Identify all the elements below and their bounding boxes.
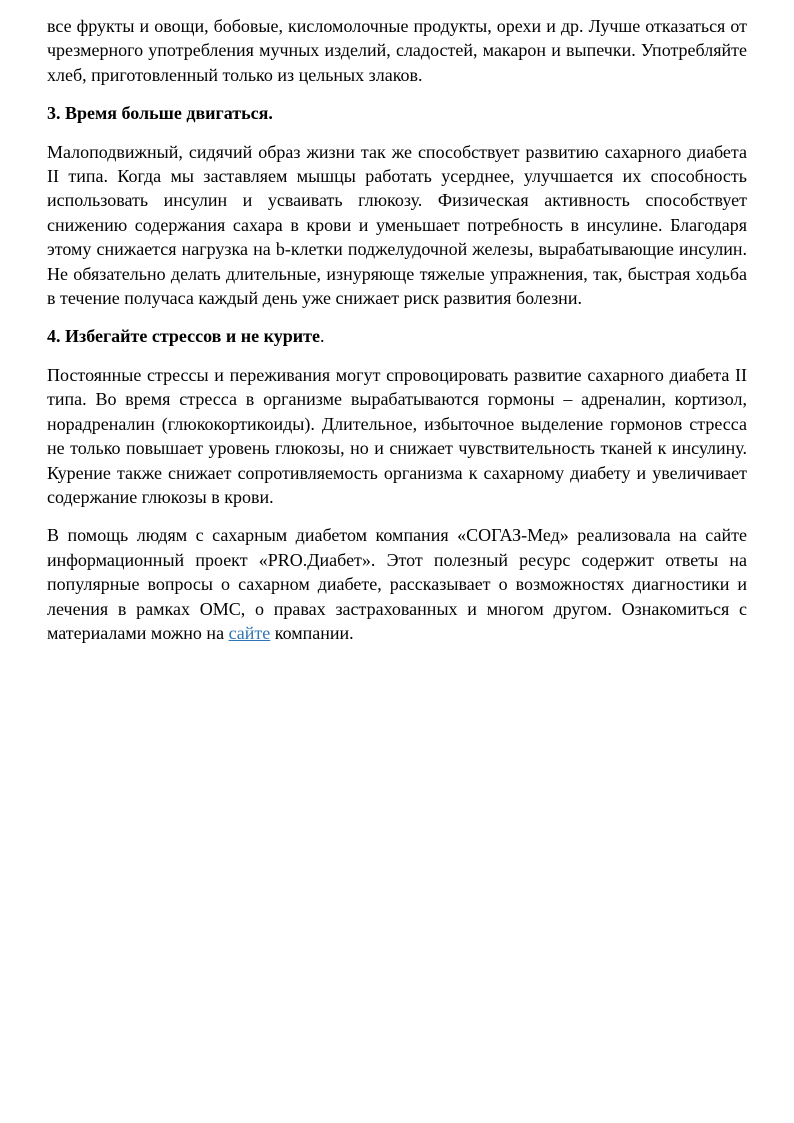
heading-avoid-stress-period: . (319, 326, 325, 347)
heading-move-more: 3. Время больше двигаться. (47, 103, 273, 124)
paragraph-stress: Постоянные стрессы и переживания могут спровоцировать развитие сахарного диабета II типа. Во время стресса в организме вырабатываются гормоны – адреналин, кортизол, норадреналин (глюкокортикоиды). Длительное, избыточное выделение гормонов стресса не только повышает уровень глюкозы, но и снижает чувствительность тканей к инсулину. Курение также снижает сопротивляемость организма к сахарному диабету и увеличивает содержание глюкозы в крови. (47, 364, 747, 507)
company-site-link[interactable]: сайте (228, 622, 271, 643)
paragraph-sogaz-text-after-link: компании. (270, 622, 354, 643)
heading-avoid-stress-text: 4. Избегайте стрессов и не курите (47, 326, 320, 347)
heading-avoid-stress (47, 324, 747, 348)
paragraph-sogaz-text-before-link: В помощь людям с сахарным диабетом компания «СОГАЗ-Мед» реализовала на сайте информационный проект «PRO.Диабет». Этот полезный ресурс содержит ответы на популярные вопросы о сахарном диабете, рассказывает о возможностях диагностики и лечения в рамках ОМС, о правах застрахованных и многом другом. Ознакомиться с материалами можно на (47, 525, 747, 643)
paragraph-nutrition: все фрукты и овощи, бобовые, кисломолочные продукты, орехи и др. Лучше отказаться от чрезмерного употребления мучных изделий, сладостей, макарон и выпечки. Употребляйте хлеб, приготовленный только из цельных злаков. (47, 16, 747, 85)
paragraph-physical-activity: Малоподвижный, сидячий образ жизни так же способствует развитию сахарного диабета II типа. Когда мы заставляем мышцы работать усерднее, улучшается их способность использовать инсулин и усваивать глюкозу. Физическая активность способствует снижению содержания сахара в крови и уменьшает потребность в инсулине. Благодаря этому снижается нагрузка на b-клетки поджелудочной железы, вырабатывающие инсулин. Не обязательно делать длительные, изнуряюще тяжелые упражнения, так, быстрая ходьба в течение получаса каждый день уже снижает риск развития болезни. (47, 141, 747, 309)
paragraph-sogaz-project (47, 523, 747, 645)
